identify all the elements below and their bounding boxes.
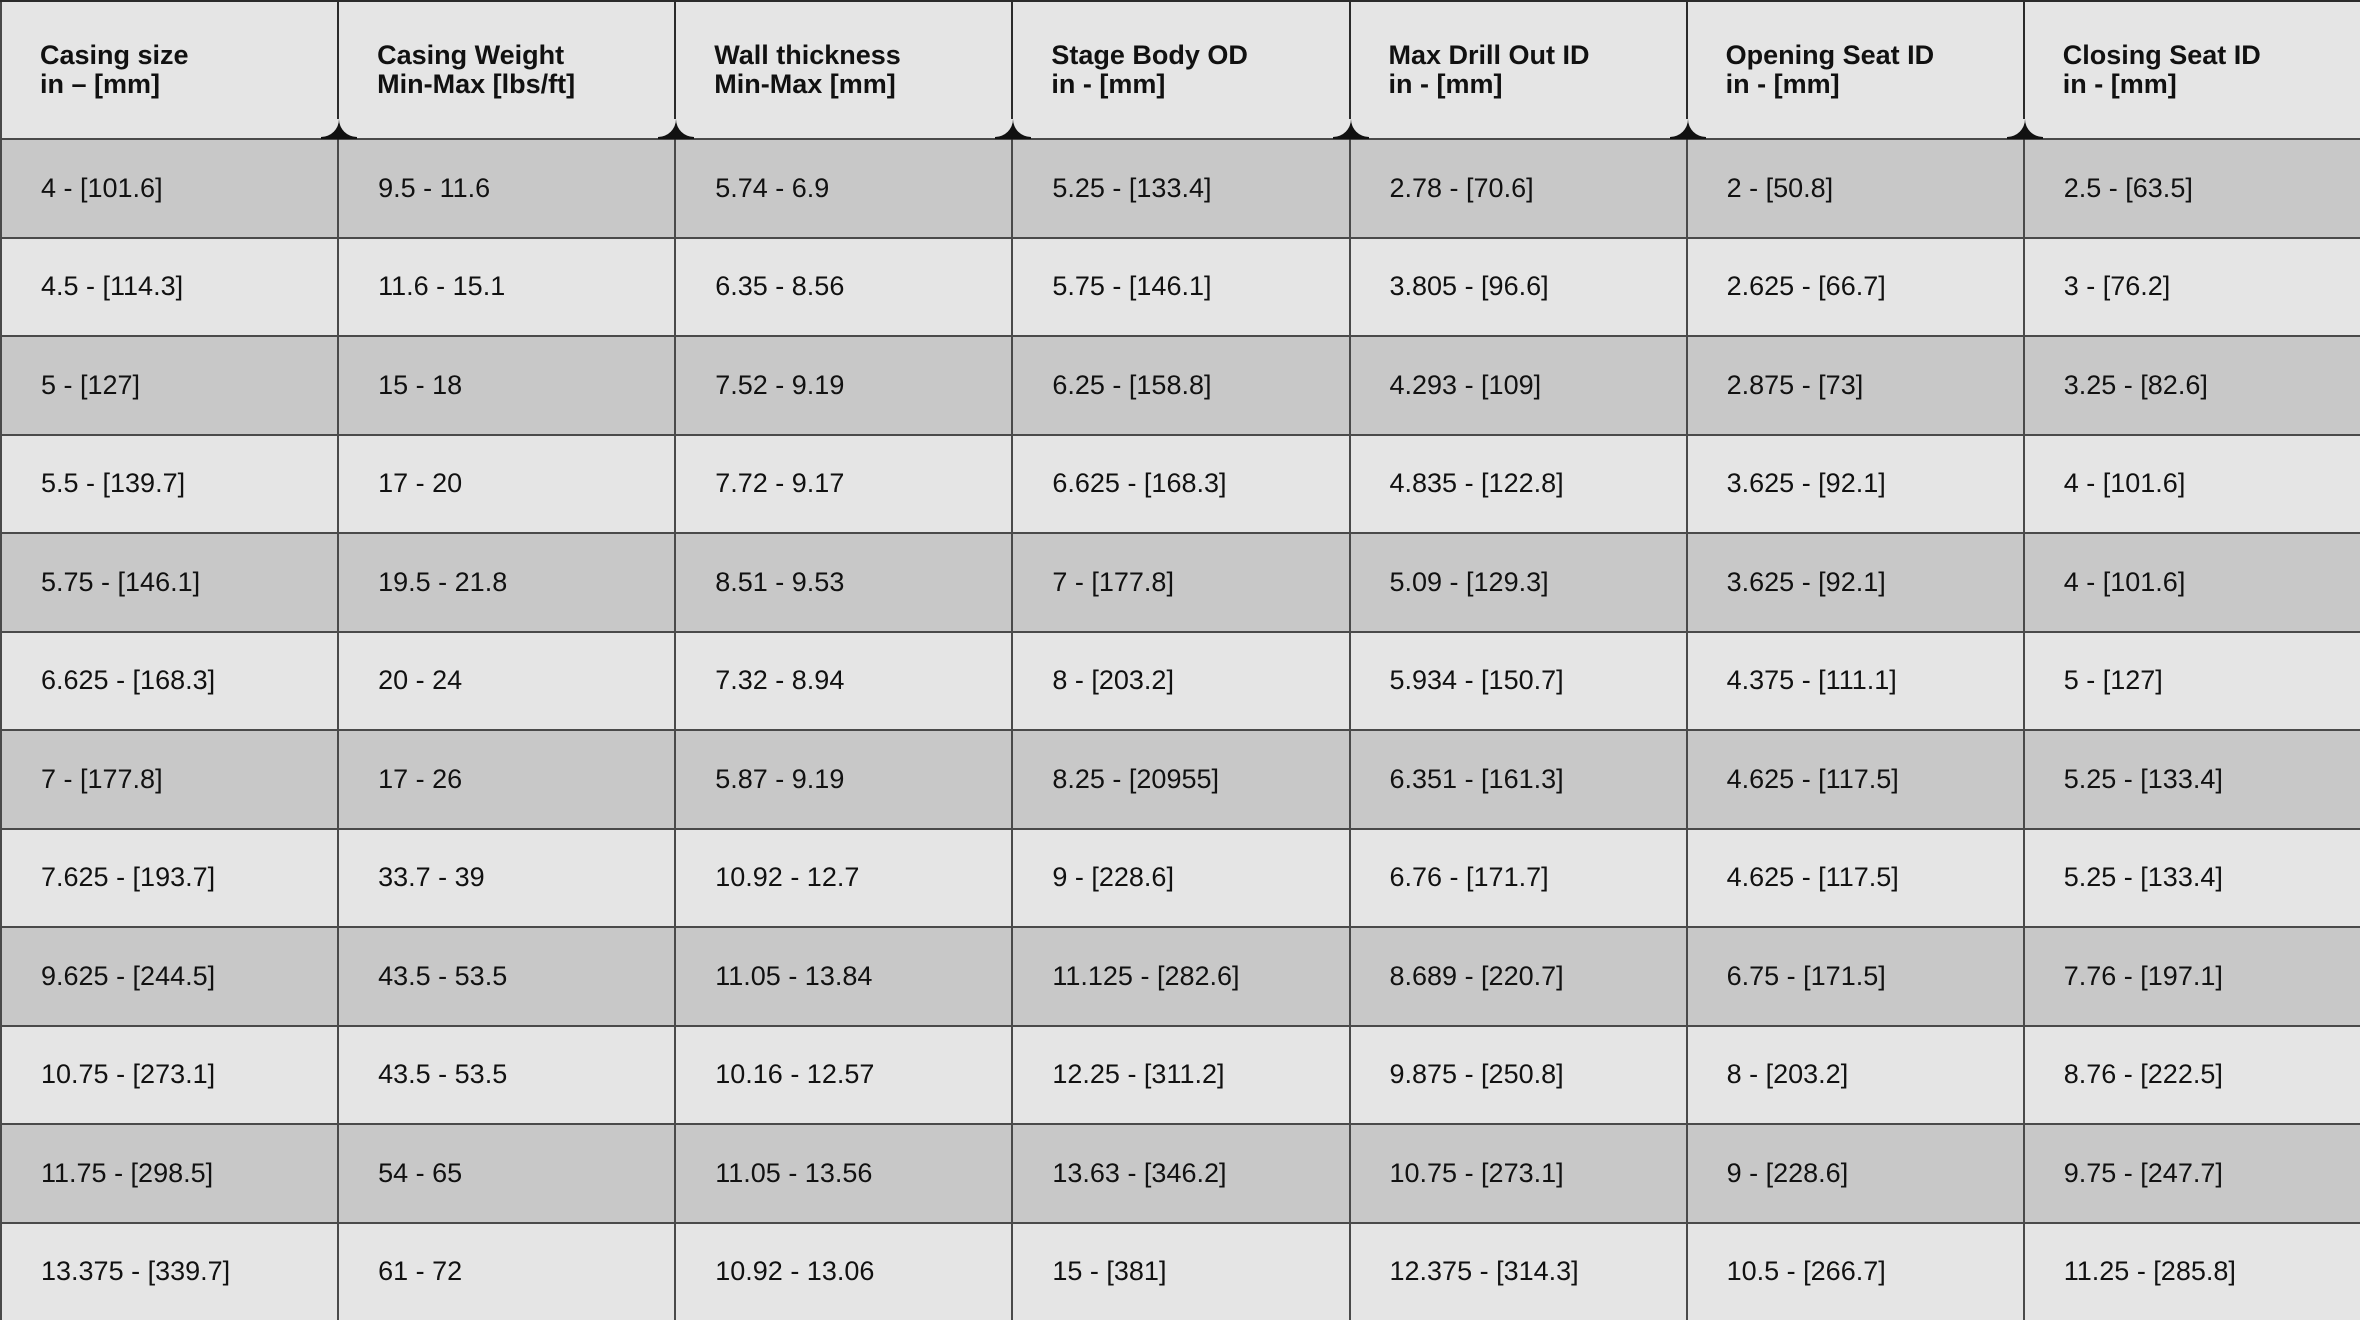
cell-casing-weight: 43.5 - 53.5 xyxy=(338,927,675,1026)
table-row xyxy=(1,927,2360,1026)
cell-opening-seat-id: 3.625 - [92.1] xyxy=(1687,533,2024,632)
table-row xyxy=(1,632,2360,731)
cell-casing-size: 4.5 - [114.3] xyxy=(1,238,338,337)
cell-casing-weight: 20 - 24 xyxy=(338,632,675,731)
header-casing-size xyxy=(1,1,338,139)
cell-max-drill-out-id: 4.293 - [109] xyxy=(1350,336,1687,435)
header-unit: in - [mm] xyxy=(1051,69,1166,99)
cell-wall-thickness: 6.35 - 8.56 xyxy=(675,238,1012,337)
cell-wall-thickness: 10.92 - 12.7 xyxy=(675,829,1012,928)
header-stage-body-od xyxy=(1012,1,1349,139)
header-opening-seat-id xyxy=(1687,1,2024,139)
header-wall-thickness xyxy=(675,1,1012,139)
cell-casing-size: 13.375 - [339.7] xyxy=(1,1223,338,1320)
cell-max-drill-out-id: 4.835 - [122.8] xyxy=(1350,435,1687,534)
cell-casing-weight: 17 - 26 xyxy=(338,730,675,829)
cell-casing-weight: 61 - 72 xyxy=(338,1223,675,1320)
header-notch-mark xyxy=(1333,119,1369,139)
cell-max-drill-out-id: 5.09 - [129.3] xyxy=(1350,533,1687,632)
cell-opening-seat-id: 4.375 - [111.1] xyxy=(1687,632,2024,731)
cell-wall-thickness: 11.05 - 13.84 xyxy=(675,927,1012,1026)
header-max-drill-out-id xyxy=(1350,1,1687,139)
cell-max-drill-out-id: 10.75 - [273.1] xyxy=(1350,1124,1687,1223)
cell-max-drill-out-id: 2.78 - [70.6] xyxy=(1350,139,1687,238)
cell-wall-thickness: 5.87 - 9.19 xyxy=(675,730,1012,829)
cell-casing-size: 7.625 - [193.7] xyxy=(1,829,338,928)
header-notch-mark xyxy=(2007,119,2043,139)
cell-opening-seat-id: 4.625 - [117.5] xyxy=(1687,829,2024,928)
table-row xyxy=(1,139,2360,238)
table-row xyxy=(1,533,2360,632)
cell-wall-thickness: 10.92 - 13.06 xyxy=(675,1223,1012,1320)
cell-casing-size: 5.75 - [146.1] xyxy=(1,533,338,632)
cell-opening-seat-id: 3.625 - [92.1] xyxy=(1687,435,2024,534)
table-row xyxy=(1,730,2360,829)
header-casing-weight xyxy=(338,1,675,139)
table-row xyxy=(1,829,2360,928)
cell-opening-seat-id: 4.625 - [117.5] xyxy=(1687,730,2024,829)
cell-wall-thickness: 7.32 - 8.94 xyxy=(675,632,1012,731)
cell-wall-thickness: 10.16 - 12.57 xyxy=(675,1026,1012,1125)
cell-stage-body-od: 5.75 - [146.1] xyxy=(1012,238,1349,337)
header-label: Opening Seat ID xyxy=(1725,40,1935,70)
header-unit: in - [mm] xyxy=(1725,69,1840,99)
cell-stage-body-od: 6.625 - [168.3] xyxy=(1012,435,1349,534)
cell-closing-seat-id: 4 - [101.6] xyxy=(2024,533,2360,632)
cell-casing-weight: 11.6 - 15.1 xyxy=(338,238,675,337)
table-body xyxy=(1,139,2360,1320)
cell-casing-weight: 9.5 - 11.6 xyxy=(338,139,675,238)
cell-casing-size: 5 - [127] xyxy=(1,336,338,435)
table-row xyxy=(1,1026,2360,1125)
header-notch-mark xyxy=(995,119,1031,139)
cell-stage-body-od: 8.25 - [20955] xyxy=(1012,730,1349,829)
header-row xyxy=(1,1,2360,139)
table-row xyxy=(1,1124,2360,1223)
cell-casing-weight: 17 - 20 xyxy=(338,435,675,534)
cell-stage-body-od: 15 - [381] xyxy=(1012,1223,1349,1320)
cell-max-drill-out-id: 8.689 - [220.7] xyxy=(1350,927,1687,1026)
header-label: Casing Weight xyxy=(377,40,565,70)
cell-closing-seat-id: 8.76 - [222.5] xyxy=(2024,1026,2360,1125)
cell-stage-body-od: 8 - [203.2] xyxy=(1012,632,1349,731)
cell-casing-weight: 15 - 18 xyxy=(338,336,675,435)
cell-stage-body-od: 7 - [177.8] xyxy=(1012,533,1349,632)
cell-stage-body-od: 13.63 - [346.2] xyxy=(1012,1124,1349,1223)
cell-stage-body-od: 5.25 - [133.4] xyxy=(1012,139,1349,238)
cell-wall-thickness: 7.52 - 9.19 xyxy=(675,336,1012,435)
cell-casing-size: 7 - [177.8] xyxy=(1,730,338,829)
cell-closing-seat-id: 5 - [127] xyxy=(2024,632,2360,731)
header-label: Max Drill Out ID xyxy=(1388,40,1590,70)
header-closing-seat-id xyxy=(2024,1,2360,139)
cell-closing-seat-id: 5.25 - [133.4] xyxy=(2024,730,2360,829)
cell-max-drill-out-id: 9.875 - [250.8] xyxy=(1350,1026,1687,1125)
cell-casing-size: 5.5 - [139.7] xyxy=(1,435,338,534)
cell-max-drill-out-id: 12.375 - [314.3] xyxy=(1350,1223,1687,1320)
cell-stage-body-od: 9 - [228.6] xyxy=(1012,829,1349,928)
header-notch-mark xyxy=(321,119,357,139)
cell-opening-seat-id: 9 - [228.6] xyxy=(1687,1124,2024,1223)
header-unit: in - [mm] xyxy=(2062,69,2177,99)
table-row xyxy=(1,238,2360,337)
cell-casing-size: 9.625 - [244.5] xyxy=(1,927,338,1026)
cell-closing-seat-id: 7.76 - [197.1] xyxy=(2024,927,2360,1026)
cell-wall-thickness: 11.05 - 13.56 xyxy=(675,1124,1012,1223)
header-notch-mark xyxy=(1670,119,1706,139)
header-label: Closing Seat ID xyxy=(2062,40,2261,70)
header-notch-mark xyxy=(658,119,694,139)
cell-closing-seat-id: 3.25 - [82.6] xyxy=(2024,336,2360,435)
cell-casing-weight: 43.5 - 53.5 xyxy=(338,1026,675,1125)
header-unit: Min-Max [lbs/ft] xyxy=(377,69,576,99)
cell-opening-seat-id: 2.625 - [66.7] xyxy=(1687,238,2024,337)
cell-wall-thickness: 5.74 - 6.9 xyxy=(675,139,1012,238)
header-label: Wall thickness xyxy=(714,40,901,70)
table-header xyxy=(1,1,2360,139)
cell-opening-seat-id: 10.5 - [266.7] xyxy=(1687,1223,2024,1320)
cell-closing-seat-id: 3 - [76.2] xyxy=(2024,238,2360,337)
header-unit: in - [mm] xyxy=(1388,69,1503,99)
cell-opening-seat-id: 8 - [203.2] xyxy=(1687,1026,2024,1125)
cell-casing-size: 10.75 - [273.1] xyxy=(1,1026,338,1125)
cell-wall-thickness: 8.51 - 9.53 xyxy=(675,533,1012,632)
cell-casing-weight: 19.5 - 21.8 xyxy=(338,533,675,632)
cell-closing-seat-id: 2.5 - [63.5] xyxy=(2024,139,2360,238)
cell-max-drill-out-id: 3.805 - [96.6] xyxy=(1350,238,1687,337)
cell-casing-weight: 33.7 - 39 xyxy=(338,829,675,928)
cell-closing-seat-id: 4 - [101.6] xyxy=(2024,435,2360,534)
cell-stage-body-od: 6.25 - [158.8] xyxy=(1012,336,1349,435)
cell-casing-size: 6.625 - [168.3] xyxy=(1,632,338,731)
cell-closing-seat-id: 5.25 - [133.4] xyxy=(2024,829,2360,928)
cell-opening-seat-id: 6.75 - [171.5] xyxy=(1687,927,2024,1026)
table-row xyxy=(1,1223,2360,1320)
cell-max-drill-out-id: 6.76 - [171.7] xyxy=(1350,829,1687,928)
table-row xyxy=(1,336,2360,435)
cell-max-drill-out-id: 5.934 - [150.7] xyxy=(1350,632,1687,731)
cell-casing-weight: 54 - 65 xyxy=(338,1124,675,1223)
header-label: Casing size xyxy=(40,40,189,70)
cell-casing-size: 11.75 - [298.5] xyxy=(1,1124,338,1223)
cell-stage-body-od: 12.25 - [311.2] xyxy=(1012,1026,1349,1125)
cell-stage-body-od: 11.125 - [282.6] xyxy=(1012,927,1349,1026)
cell-closing-seat-id: 9.75 - [247.7] xyxy=(2024,1124,2360,1223)
cell-opening-seat-id: 2.875 - [73] xyxy=(1687,336,2024,435)
cell-opening-seat-id: 2 - [50.8] xyxy=(1687,139,2024,238)
cell-closing-seat-id: 11.25 - [285.8] xyxy=(2024,1223,2360,1320)
header-unit: in – [mm] xyxy=(40,69,161,99)
cell-max-drill-out-id: 6.351 - [161.3] xyxy=(1350,730,1687,829)
cell-casing-size: 4 - [101.6] xyxy=(1,139,338,238)
header-label: Stage Body OD xyxy=(1051,40,1248,70)
table-row xyxy=(1,435,2360,534)
header-unit: Min-Max [mm] xyxy=(714,69,896,99)
cell-wall-thickness: 7.72 - 9.17 xyxy=(675,435,1012,534)
